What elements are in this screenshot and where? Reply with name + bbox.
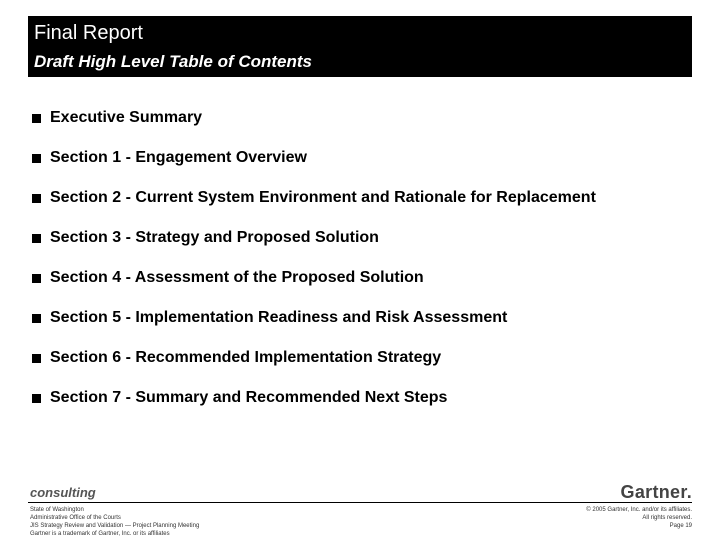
square-bullet-icon [32,314,41,323]
gartner-logo [621,482,692,503]
footer-brand: consulting [30,485,96,500]
toc-item [32,186,596,226]
toc-item-label: Section 2 - Current System Environment and Rationale for Replacement [50,189,596,206]
square-bullet-icon [32,234,41,243]
toc-item-label: Executive Summary [50,109,203,126]
footer-trademark: Gartner is a trademark of Gartner, Inc. or its affiliates [30,531,170,537]
page-title: Final Report [34,22,143,44]
footer-divider [28,502,692,503]
page-subtitle: Draft High Level Table of Contents [34,52,313,71]
footer-project: JIS Strategy Review and Validation — Project Planning Meeting [30,523,200,529]
footer-office: Administrative Office of the Courts [30,515,121,521]
toc-item [32,146,596,186]
toc-item [32,226,596,266]
logo-text: Gartner [620,482,687,502]
toc-item-label: Section 4 - Assessment of the Proposed Solution [50,269,424,286]
square-bullet-icon [32,394,41,403]
toc-item-label: Section 3 - Strategy and Proposed Solution [50,229,379,246]
toc-item-label: Section 6 - Recommended Implementation Strategy [50,349,442,366]
square-bullet-icon [32,194,41,203]
toc-item [32,346,596,386]
title-bar [28,16,692,77]
square-bullet-icon [32,354,41,363]
page-number: Page 19 [669,523,692,529]
toc-item-label: Section 5 - Implementation Readiness and Risk Assessment [50,309,508,326]
footer-right-info [586,506,692,530]
toc-item-label: Section 7 - Summary and Recommended Next Steps [50,389,448,406]
square-bullet-icon [32,154,41,163]
toc-item [32,266,596,306]
footer-left-info [30,506,199,538]
toc-item-label: Section 1 - Engagement Overview [50,149,307,166]
footer-copyright: © 2005 Gartner, Inc. and/or its affiliates. [586,507,692,513]
footer-client: State of Washington [30,507,84,513]
square-bullet-icon [32,274,41,283]
square-bullet-icon [32,114,41,123]
toc-item [32,386,596,426]
toc-item [32,106,596,146]
footer-rights: All rights reserved. [642,515,692,521]
toc-item [32,306,596,346]
table-of-contents [32,106,596,426]
logo-dot: . [686,482,692,502]
